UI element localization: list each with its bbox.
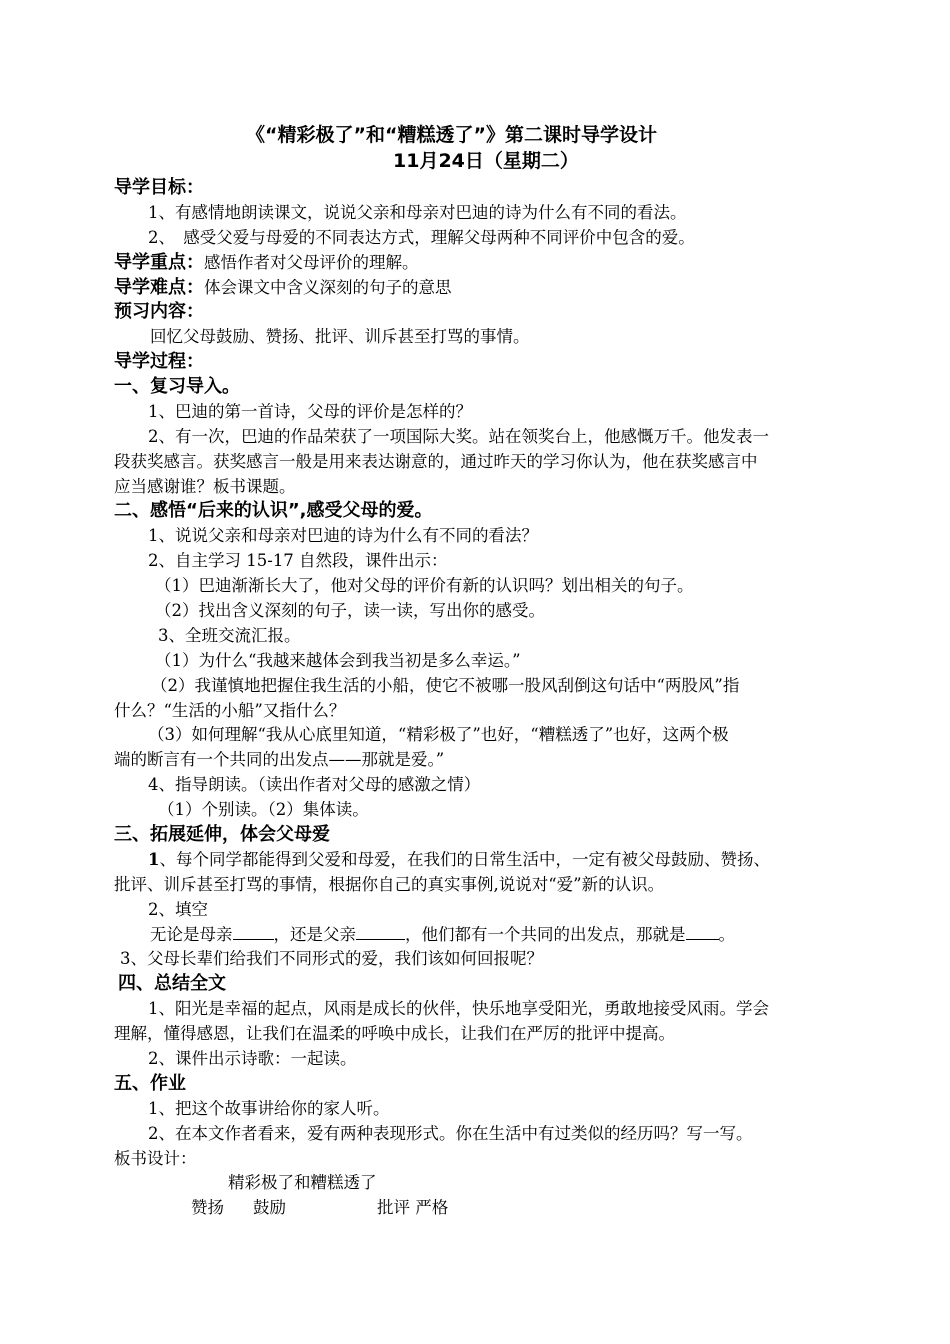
s2-item-3c-line-1: （3）如何理解“我从心底里知道，“精彩极了”也好，“糟糕透了”也好，这两个极 — [148, 725, 729, 744]
s3-item-1-text: 、每个同学都能得到父爱和母爱，在我们的日常生活中，一定有被父母鼓励、赞扬、 — [159, 850, 770, 869]
s2-item-2b: （2）找出含义深刻的句子，读一读，写出你的感受。 — [155, 601, 545, 620]
focus-text: 感悟作者对父母评价的理解。 — [204, 253, 419, 272]
difficulty-line — [114, 277, 452, 299]
document-title: 《“精彩极了”和“糟糕透了”》第二课时导学设计 — [246, 124, 657, 146]
s1-item-2-line-2: 段获奖感言。获奖感言一般是用来表达谢意的，通过昨天的学习你认为，他在获奖感言中 — [114, 452, 758, 471]
fill-text-b: ，还是父亲 — [273, 925, 356, 944]
fill-in-blank — [150, 924, 735, 946]
s2-item-3b-line-1: （2）我谨慎地把握住我生活的小船，使它不被哪一股风刮倒这句话中“两股风”指 — [151, 676, 740, 695]
difficulty-label: 导学难点： — [114, 277, 204, 298]
s2-item-3b-line-2: 什么？“生活的小船”又指什么？ — [114, 701, 346, 720]
s2-item-4a: （1）个别读。（2）集体读。 — [158, 800, 369, 819]
s2-item-3a: （1）为什么“我越来越体会到我当初是多么幸运。” — [155, 651, 521, 670]
s2-item-1: 1、说说父亲和母亲对巴迪的诗为什么有不同的看法？ — [148, 526, 538, 545]
section-3-title: 三、拓展延伸，体会父母爱 — [114, 824, 330, 845]
s2-item-3c-line-2: 端的断言有一个共同的出发点——那就是爱。” — [114, 750, 445, 769]
focus-label: 导学重点： — [114, 252, 204, 273]
s5-item-1: 1、把这个故事讲给你的家人听。 — [148, 1099, 390, 1118]
s3-item-3: 3、父母长辈们给我们不同形式的爱，我们该如何回报呢？ — [120, 949, 543, 968]
s4-item-1-line-2: 理解，懂得感恩，让我们在温柔的呼唤中成长，让我们在严厉的批评中提高。 — [114, 1024, 675, 1043]
board-left-1: 赞扬 — [191, 1198, 224, 1217]
board-title: 精彩极了和糟糕透了 — [228, 1173, 377, 1192]
difficulty-text: 体会课文中含义深刻的句子的意思 — [204, 278, 452, 297]
s5-item-2: 2、在本文作者看来，爱有两种表现形式。你在生活中有过类似的经历吗？写一写。 — [148, 1124, 753, 1143]
board-label: 板书设计： — [114, 1149, 197, 1168]
s4-item-1-line-1: 1、阳光是幸福的起点，风雨是成长的伙伴，快乐地享受阳光，勇敢地接受风雨。学会 — [148, 999, 769, 1018]
s1-item-2-line-1: 2、有一次，巴迪的作品荣获了一项国际大奖。站在领奖台上，他感慨万千。他发表一 — [148, 427, 769, 446]
process-label: 导学过程： — [114, 351, 204, 372]
s1-item-2-line-3: 应当感谢谁？板书课题。 — [114, 477, 296, 496]
s4-item-2: 2、课件出示诗歌：一起读。 — [148, 1049, 357, 1068]
section-5-title: 五、作业 — [114, 1073, 186, 1094]
s2-item-3: 3、全班交流汇报。 — [158, 626, 301, 645]
preview-text: 回忆父母鼓励、赞扬、批评、训斥甚至打骂的事情。 — [150, 327, 530, 346]
document-date: 11月24日（星期二） — [393, 150, 579, 172]
s2-item-4: 4、指导朗读。（读出作者对父母的感激之情） — [148, 775, 481, 794]
fill-text-a: 无论是母亲 — [150, 925, 233, 944]
section-1-title: 一、复习导入。 — [114, 376, 240, 397]
s2-item-2: 2、自主学习 15-17 自然段，课件出示： — [148, 551, 448, 570]
blank-3 — [686, 924, 719, 940]
preview-label: 预习内容： — [114, 301, 204, 322]
s3-item-1-line-1 — [148, 849, 770, 871]
focus-line — [114, 252, 419, 274]
fill-text-d: 。 — [718, 925, 735, 944]
s3-item-2: 2、填空 — [148, 900, 208, 919]
section-4-title: 四、总结全文 — [118, 973, 226, 994]
board-left-2: 鼓励 — [253, 1198, 286, 1217]
s3-item-1-number: 1 — [148, 850, 160, 869]
goals-label: 导学目标： — [114, 177, 204, 198]
section-2-title: 二、感悟“后来的认识”,感受父母的爱。 — [114, 500, 433, 521]
blank-2 — [356, 924, 405, 940]
s1-item-1: 1、巴迪的第一首诗，父母的评价是怎样的？ — [148, 402, 472, 421]
board-right: 批评 严格 — [377, 1198, 449, 1217]
goal-1: 1、有感情地朗读课文，说说父亲和母亲对巴迪的诗为什么有不同的看法。 — [148, 203, 687, 222]
goal-2: 2、 感受父爱与母爱的不同表达方式，理解父母两种不同评价中包含的爱。 — [148, 228, 695, 247]
s3-item-1-line-2: 批评、训斥甚至打骂的事情，根据你自己的真实事例,说说对“爱”新的认识。 — [114, 875, 665, 894]
blank-1 — [233, 924, 274, 940]
fill-text-c: ，他们都有一个共同的出发点，那就是 — [405, 925, 686, 944]
s2-item-2a: （1）巴迪渐渐长大了，他对父母的评价有新的认识吗？划出相关的句子。 — [155, 576, 694, 595]
